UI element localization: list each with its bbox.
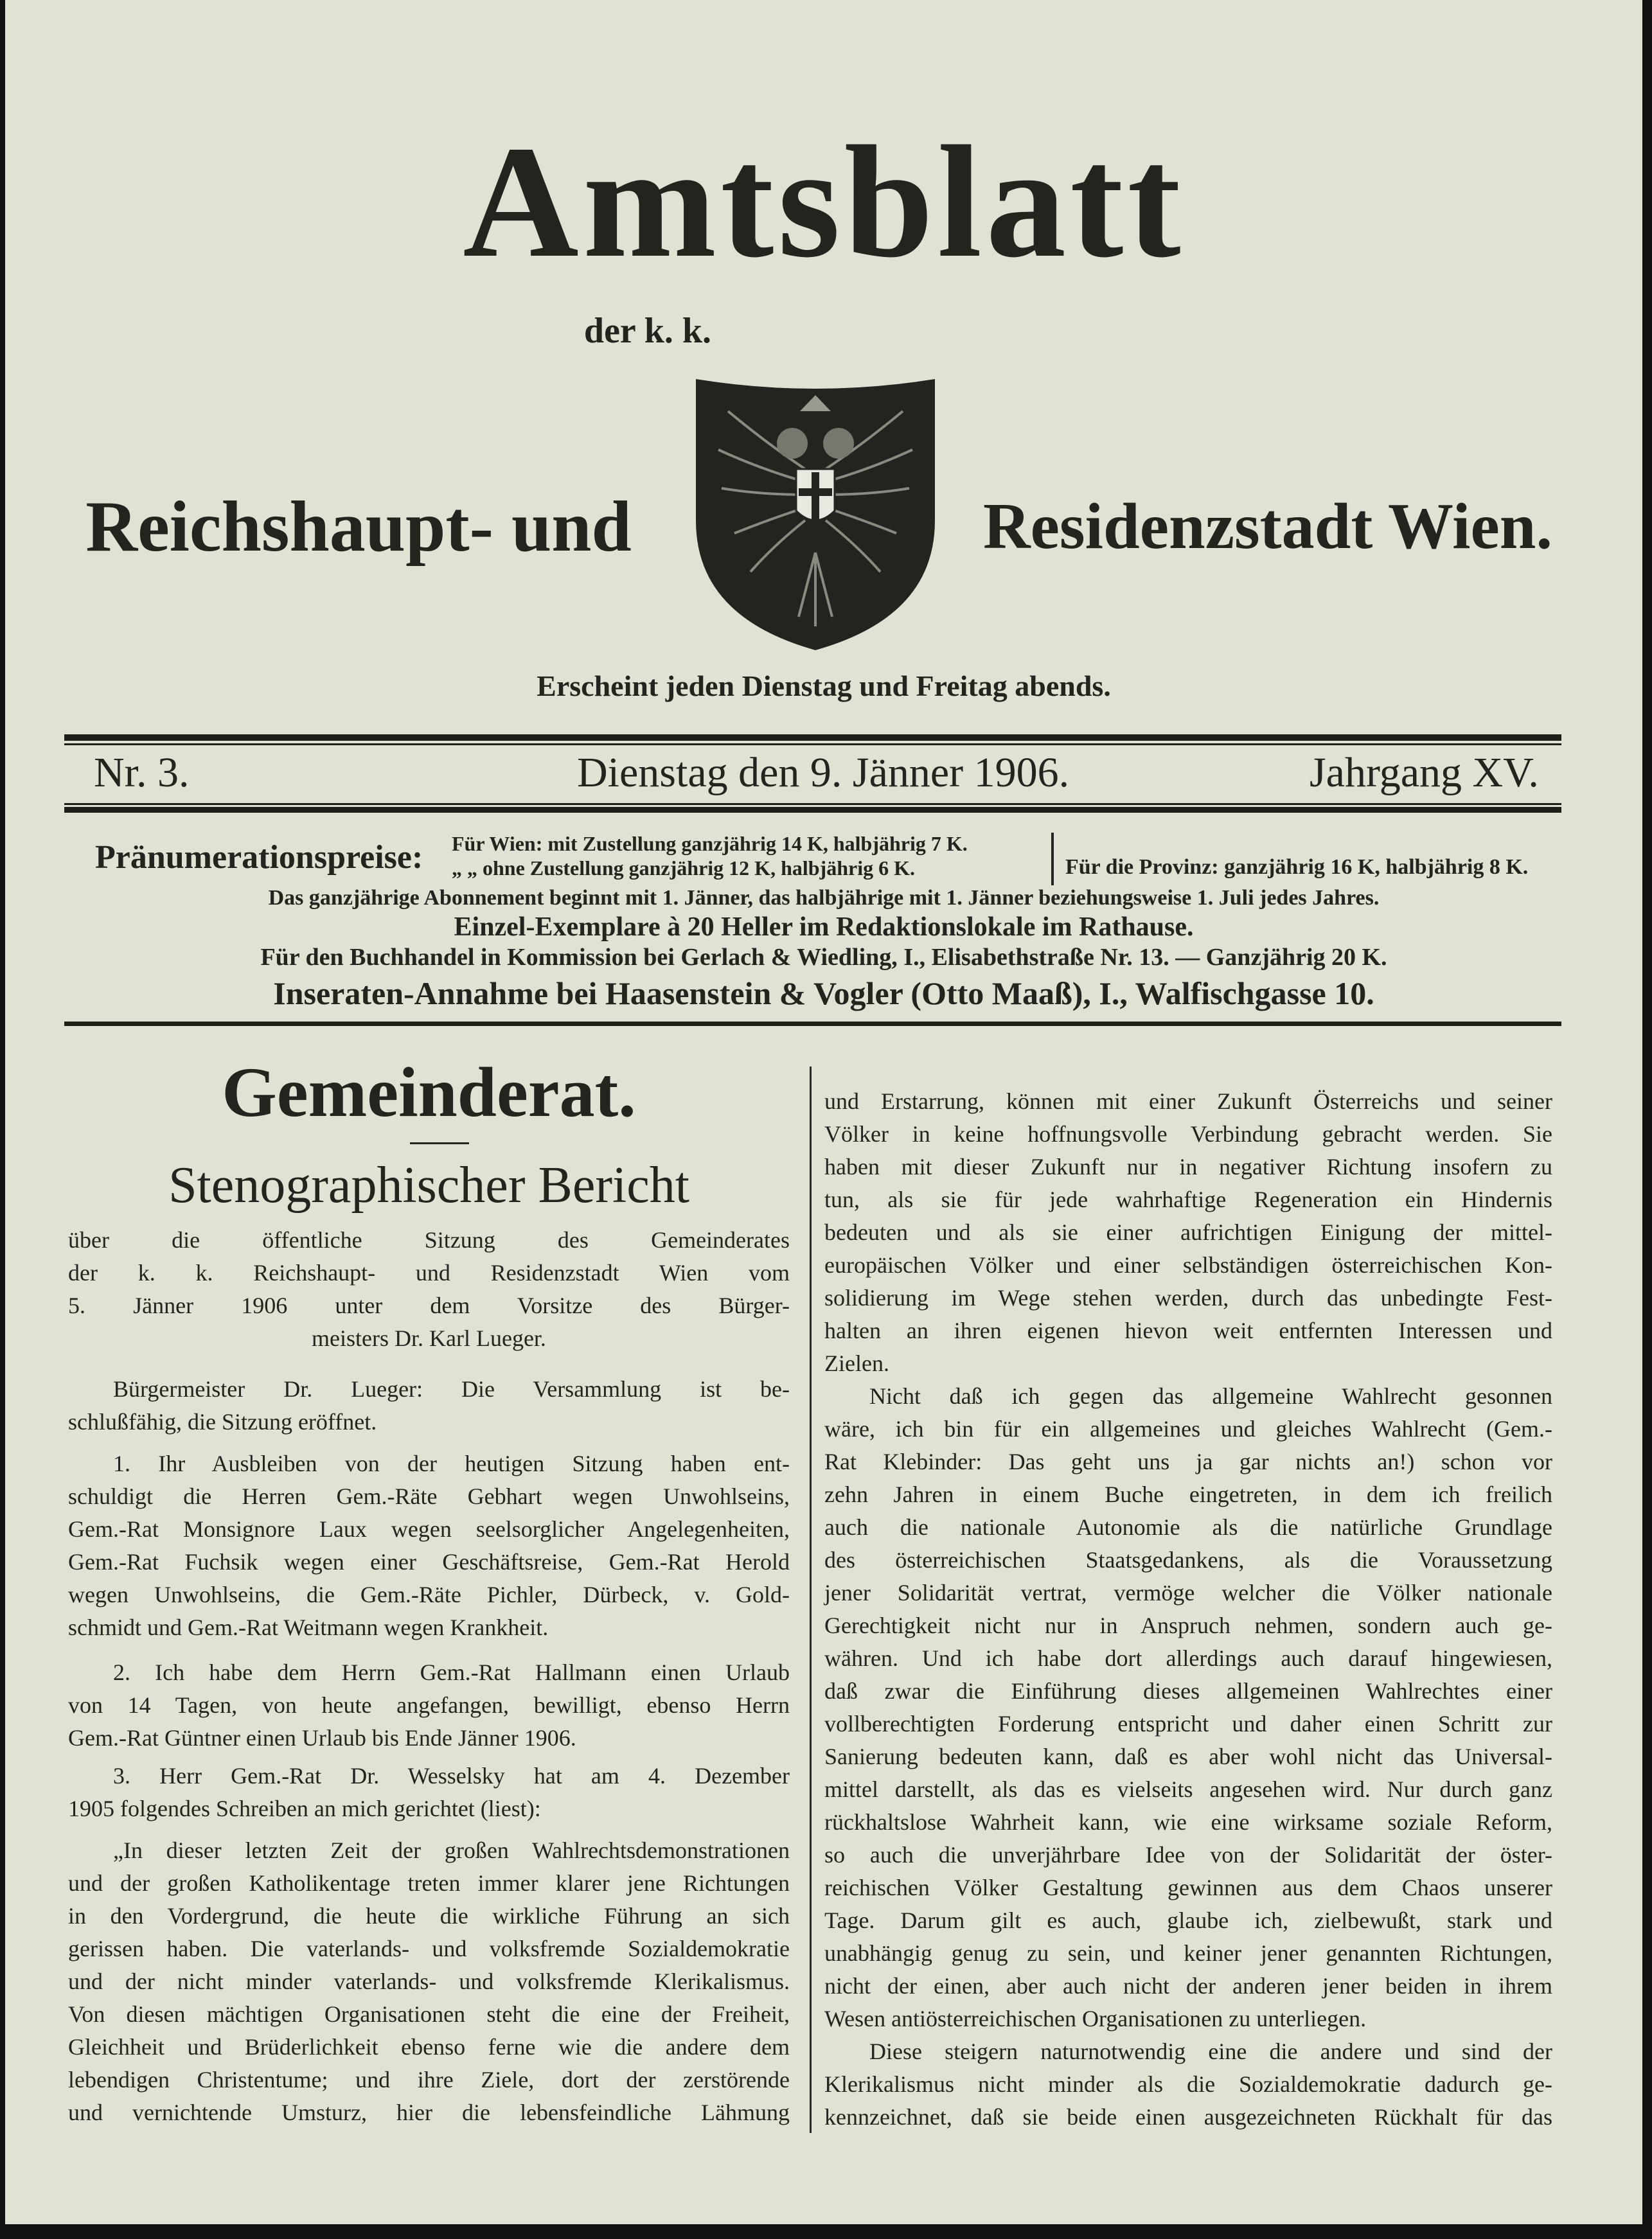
masthead-city-right-text: Residenzstadt Wien. <box>983 490 1552 563</box>
text-line: Nicht daß ich gegen das allgemeine Wahlrecht gesonnen <box>869 1383 1552 1409</box>
text-line: kennzeichnet, daß sie beide einen ausgezeichneten Rückhalt für das <box>824 2103 1552 2130</box>
masthead-subtitle: der k. k. <box>583 311 712 351</box>
top-rule <box>64 734 1561 741</box>
text-line: daß zwar die Einführung dieses allgemeinen Wahlrechtes einer <box>824 1677 1552 1704</box>
middle-rule-thin <box>64 803 1561 805</box>
paragraph <box>68 1373 790 1438</box>
text-line: Sanierung bedeuten kann, daß es aber wohl nicht das Universal- <box>824 1743 1552 1769</box>
masthead-city-right <box>966 479 1570 575</box>
text-line: zehn Jahren in einem Buche eingetreten, in dem ich freilich <box>824 1481 1552 1507</box>
text-line: lebendigen Christentume; und ihre Ziele, dort der zerstörende <box>68 2066 790 2093</box>
text-line: gerissen haben. Die vaterlands- und volksfremde Sozialdemokratie <box>68 1935 790 1961</box>
text-line: von 14 Tagen, von heute angefangen, bewilligt, ebenso Herrn <box>68 1692 790 1718</box>
text-line: schlußfähig, die Sitzung eröffnet. <box>68 1408 377 1435</box>
text-line: Diese steigern naturnotwendig eine die andere und sind der <box>869 2038 1552 2064</box>
paragraph <box>68 1447 790 1644</box>
text-line: europäischen Völker und einer selbständigen österreichischen Kon- <box>824 1252 1552 1278</box>
text-line: Klerikalismus nicht minder als die Sozialdemokratie dadurch ge- <box>824 2071 1552 2097</box>
subscription-note: Das ganzjährige Abonnement beginnt mit 1. Jänner, das halbjährige mit 1. Jänner beziehungsweise 1. Juli jedes Jahres. <box>268 886 1380 910</box>
text-line: jener Solidarität vertrat, vermöge welcher die Völker nationale <box>824 1579 1552 1606</box>
issue-date: Dienstag den 9. Jänner 1906. <box>577 749 1070 796</box>
text-line: auch die nationale Autonomie als die natürliche Grundlage <box>824 1514 1552 1540</box>
text-line: Gerechtigkeit nicht nur in Anspruch nehmen, sondern auch ge- <box>824 1612 1552 1638</box>
bookshop-note: Für den Buchhandel in Kommission bei Gerlach & Wiedling, I., Elisabethstraße Nr. 13. — Ganzjährig 20 K. <box>260 944 1387 971</box>
paragraph <box>824 2035 1552 2134</box>
text-line: mittel darstellt, als das es vielseits angesehen wird. Nur durch ganz <box>824 1776 1552 1802</box>
title-divider <box>410 1142 469 1144</box>
issue-volume: Jahrgang XV. <box>1310 749 1539 796</box>
top-rule-thin <box>64 743 1561 745</box>
text-line: haben mit dieser Zukunft nur in negativer Richtung insofern zu <box>824 1153 1552 1180</box>
article-heading-text: Stenographischer Bericht <box>168 1157 689 1214</box>
text-line: 3. Herr Gem.-Rat Dr. Wesselsky hat am 4. Dezember <box>113 1762 790 1789</box>
text-line: wegen Unwohlseins, die Gem.-Räte Pichler, Dürbeck, v. Gold- <box>68 1581 790 1607</box>
text-line: und vernichtende Umsturz, hier die lebensfeindliche Lähmung <box>68 2099 790 2125</box>
text-line: währen. Und ich habe dort allerdings auch darauf hingewiesen, <box>824 1645 1552 1671</box>
section-title-text: Gemeinderat. <box>222 1053 636 1131</box>
text-line: Gleichheit und Brüderlichkeit ebenso ferne wie die andere dem <box>68 2033 790 2060</box>
masthead-title-text: Amtsblatt <box>463 113 1185 291</box>
text-line: nicht der einen, aber auch nicht der anderen jener beiden in ihrem <box>824 1972 1552 1999</box>
text-line: schmidt und Gem.-Rat Weitmann wegen Krankheit. <box>68 1614 549 1640</box>
prices-vienna-line-1: Für Wien: mit Zustellung ganzjährig 14 K, halbjährig 7 K. <box>452 832 968 855</box>
text-line: und der nicht minder vaterlands- und volksfremde Klerikalismus. <box>68 1968 790 1994</box>
text-line: unabhängig genug zu sein, und keiner jener genannten Richtungen, <box>824 1940 1552 1966</box>
text-line: reichischen Völker Gestaltung gewinnen aus dem Chaos unserer <box>824 1874 1552 1900</box>
text-line: meisters Dr. Karl Lueger. <box>312 1325 546 1351</box>
text-line: rückhaltslose Wahrheit kann, wie eine wirksame soziale Reform, <box>824 1809 1552 1835</box>
text-line: Von diesen mächtigen Organisationen steht die eine der Freiheit, <box>68 2001 790 2027</box>
text-line: bedeuten und als sie einer aufrichtigen Einigung der mittel- <box>824 1219 1552 1245</box>
prices-label-text: Pränumerationspreise: <box>95 839 423 876</box>
text-line: Tage. Darum gilt es auch, glaube ich, zielbewußt, stark und <box>824 1907 1552 1933</box>
text-line: Rat Klebinder: Das geht uns ja gar nichts an!) schon vor <box>824 1448 1552 1474</box>
paragraph <box>68 1224 790 1355</box>
text-line: Völker in keine hoffnungsvolle Verbindung gebracht werden. Sie <box>824 1120 1552 1147</box>
masthead-city-left-text: Reichshaupt- und <box>85 487 632 567</box>
paragraph <box>68 1656 790 1755</box>
masthead-title <box>5 109 1642 296</box>
text-line: in den Vordergrund, die heute die wirkliche Führung an sich <box>68 1902 790 1929</box>
prices-label <box>95 835 423 880</box>
paragraph <box>824 1085 1552 1380</box>
article-heading <box>68 1156 790 1214</box>
text-line: 1905 folgendes Schreiben an mich gerichtet (liest): <box>68 1795 541 1821</box>
text-line: Zielen. <box>824 1350 889 1376</box>
text-line: und der großen Katholikentage treten immer klarer jene Richtungen <box>68 1870 790 1896</box>
text-line: 1. Ihr Ausbleiben von der heutigen Sitzung haben ent- <box>113 1450 790 1476</box>
text-line: tun, als sie für jede wahrhaftige Regeneration ein Hindernis <box>824 1186 1552 1212</box>
text-line: über die öffentliche Sitzung des Gemeinderates <box>68 1226 790 1253</box>
text-line: der k. k. Reichshaupt- und Residenzstadt Wien vom <box>68 1259 790 1286</box>
text-line: halten an ihren eigenen hievon weit entfernten Interessen und <box>824 1317 1552 1343</box>
text-line: 2. Ich habe dem Herrn Gem.-Rat Hallmann einen Urlaub <box>113 1659 790 1685</box>
text-line: des österreichischen Staatsgedankens, als die Voraussetzung <box>824 1546 1552 1573</box>
prices-divider <box>1051 833 1054 885</box>
text-line: Gem.-Rat Monsignore Laux wegen seelsorglicher Angelegenheiten, <box>68 1516 790 1542</box>
paragraph <box>68 1834 790 2129</box>
text-line: so auch die unverjährbare Idee von der Solidarität der öster- <box>824 1841 1552 1868</box>
text-line: vollberechtigten Forderung entspricht und daher einen Schritt zur <box>824 1710 1552 1737</box>
ads-note: Inseraten-Annahme bei Haasenstein & Vogler (Otto Maaß), I., Walfischgasse 10. <box>273 975 1374 1011</box>
text-line: 5. Jänner 1906 unter dem Vorsitze des Bürger- <box>68 1292 790 1318</box>
issue-number: Nr. 3. <box>94 749 190 796</box>
text-line: Gem.-Rat Güntner einen Urlaub bis Ende Jänner 1906. <box>68 1724 576 1751</box>
text-line: „In dieser letzten Zeit der großen Wahlrechtsdemonstrationen <box>113 1837 790 1863</box>
text-line: schuldigt die Herren Gem.-Räte Gebhart wegen Unwohlseins, <box>68 1483 790 1509</box>
text-line: wäre, ich bin für ein allgemeines und gleiches Wahlrecht (Gem.- <box>824 1415 1552 1442</box>
prices-province: Für die Provinz: ganzjährig 16 K, halbjährig 8 K. <box>1065 855 1529 879</box>
newspaper-page <box>5 0 1642 2224</box>
text-line: Wesen antiösterreichischen Organisationen zu unterliegen. <box>824 2005 1367 2031</box>
bottom-rule <box>64 1022 1561 1026</box>
paragraph <box>824 1380 1552 2035</box>
text-line: solidierung im Wege stehen werden, durch das unbedingte Fest- <box>824 1284 1552 1311</box>
text-line: Gem.-Rat Fuchsik wegen einer Geschäftsreise, Gem.-Rat Herold <box>68 1548 790 1575</box>
coat-of-arms-icon <box>689 373 941 655</box>
prices-vienna-line-2: „ „ ohne Zustellung ganzjährig 12 K, halbjährig 6 K. <box>452 856 915 880</box>
prices-vienna <box>452 831 1046 880</box>
masthead-city-left <box>50 479 667 575</box>
text-line: und Erstarrung, können mit einer Zukunft Österreichs und seiner <box>824 1088 1552 1114</box>
publication-schedule: Erscheint jeden Dienstag und Freitag abends. <box>537 669 1111 702</box>
column-divider <box>810 1066 812 2133</box>
single-copies-note: Einzel-Exemplare à 20 Heller im Redaktionslokale im Rathause. <box>454 912 1194 942</box>
section-title <box>68 1054 790 1131</box>
text-line: Bürgermeister Dr. Lueger: Die Versammlung ist be- <box>113 1376 790 1402</box>
paragraph <box>68 1760 790 1825</box>
middle-rule <box>64 807 1561 813</box>
